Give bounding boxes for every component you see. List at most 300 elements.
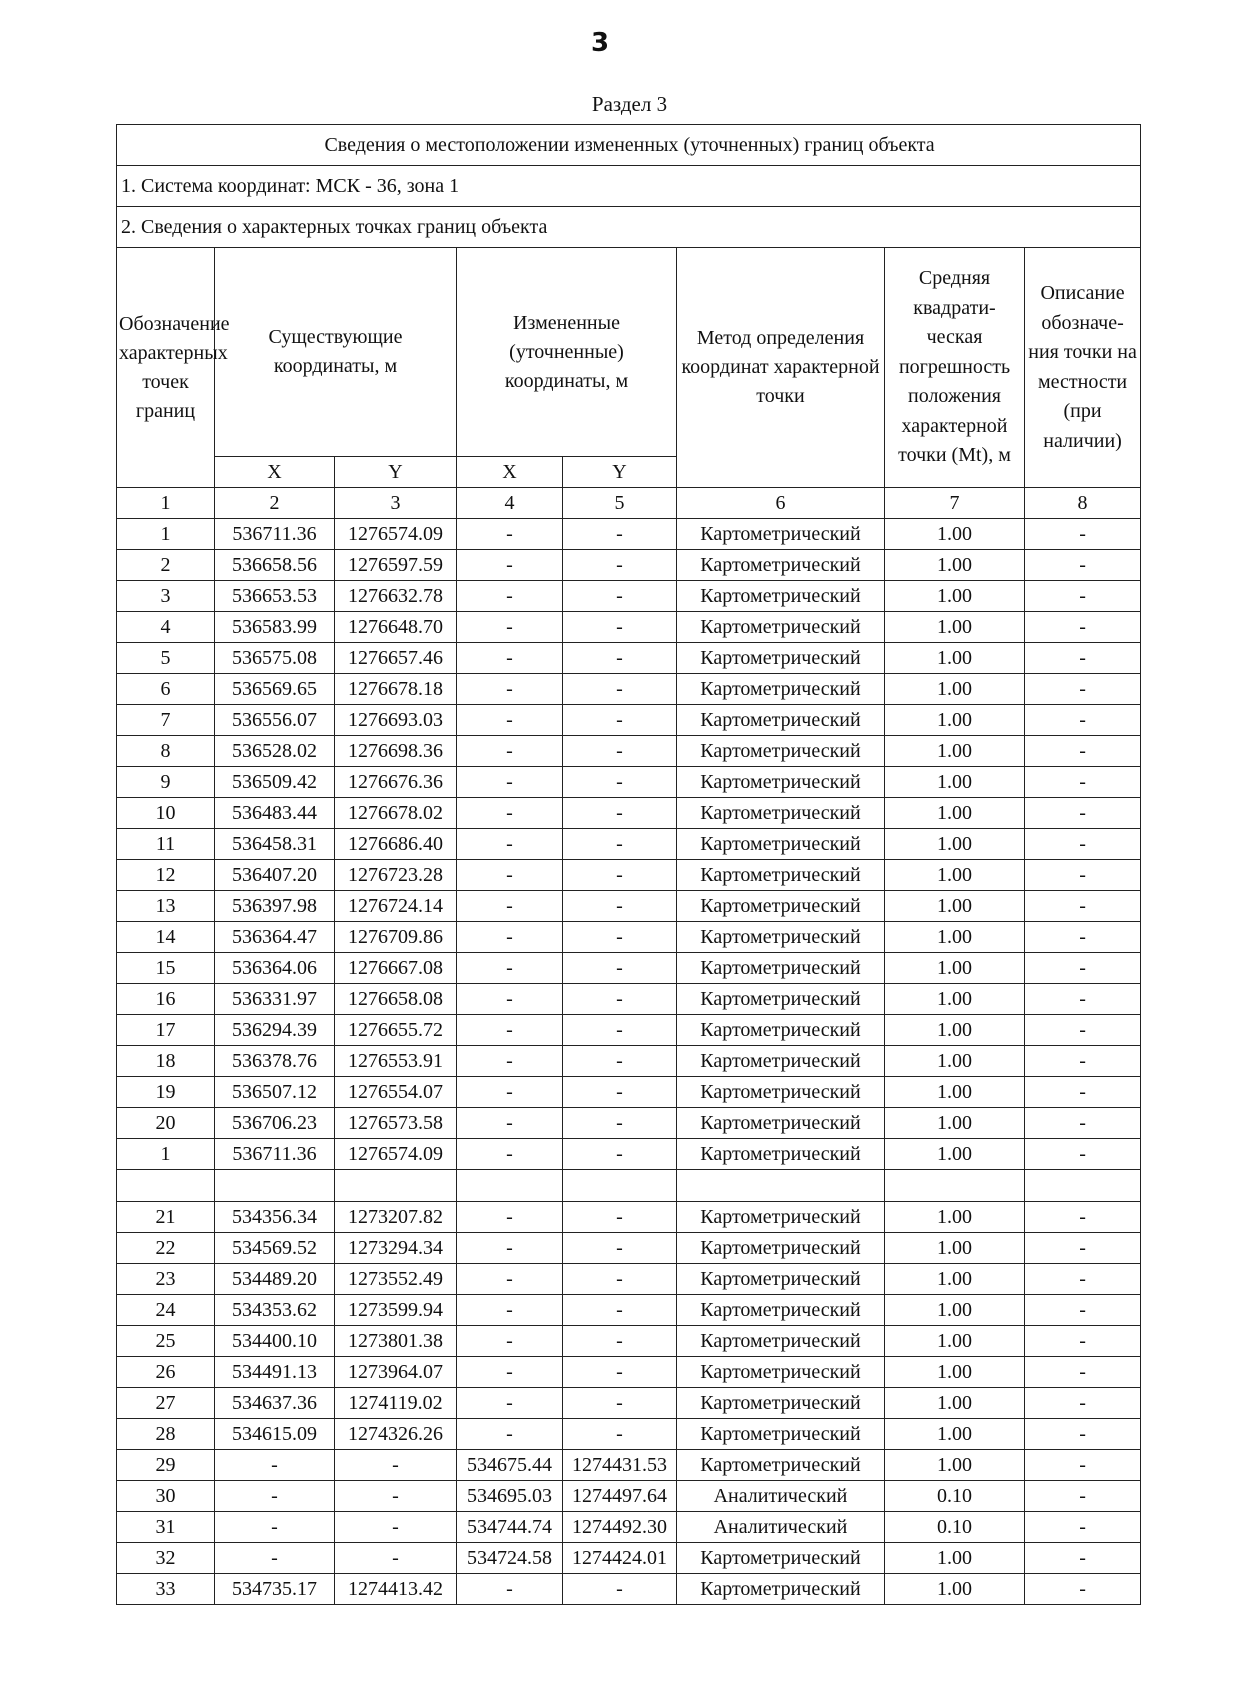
description-cell: - (1025, 860, 1141, 891)
existing-y-cell: 1274326.26 (335, 1419, 457, 1450)
existing-y-cell: 1276574.09 (335, 1139, 457, 1170)
method-cell: Картометрический (677, 1202, 885, 1233)
existing-x-cell: - (215, 1512, 335, 1543)
points-heading-row (117, 207, 1141, 248)
point-number-cell: 2 (117, 550, 215, 581)
changed-y-cell: - (563, 1046, 677, 1077)
column-number: 3 (335, 488, 457, 519)
table-row (117, 1077, 1141, 1108)
existing-y-cell: 1273599.94 (335, 1295, 457, 1326)
point-number-cell: 24 (117, 1295, 215, 1326)
empty-cell (677, 1170, 885, 1202)
existing-y-cell: 1273801.38 (335, 1326, 457, 1357)
existing-y-cell: 1276678.02 (335, 798, 457, 829)
existing-y-cell: 1273207.82 (335, 1202, 457, 1233)
existing-x-cell: 536509.42 (215, 767, 335, 798)
point-number-cell: 32 (117, 1543, 215, 1574)
header-changed-x: X (457, 457, 563, 488)
existing-y-cell: 1276597.59 (335, 550, 457, 581)
changed-x-cell: - (457, 1326, 563, 1357)
table-row (117, 922, 1141, 953)
existing-x-cell: - (215, 1450, 335, 1481)
point-number-cell: 21 (117, 1202, 215, 1233)
changed-y-cell: - (563, 829, 677, 860)
existing-x-cell: 534637.36 (215, 1388, 335, 1419)
existing-x-cell: 536653.53 (215, 581, 335, 612)
table-row (117, 674, 1141, 705)
method-cell: Картометрический (677, 1388, 885, 1419)
description-cell: - (1025, 1481, 1141, 1512)
description-cell: - (1025, 1388, 1141, 1419)
point-number-cell: 9 (117, 767, 215, 798)
point-number-cell: 33 (117, 1574, 215, 1605)
existing-x-cell: 534615.09 (215, 1419, 335, 1450)
changed-x-cell: - (457, 1077, 563, 1108)
existing-x-cell: 536483.44 (215, 798, 335, 829)
existing-y-cell: 1276686.40 (335, 829, 457, 860)
existing-y-cell: 1276632.78 (335, 581, 457, 612)
table-row (117, 767, 1141, 798)
description-cell: - (1025, 1202, 1141, 1233)
accuracy-cell: 1.00 (885, 767, 1025, 798)
changed-y-cell: 1274424.01 (563, 1543, 677, 1574)
empty-cell (563, 1170, 677, 1202)
description-cell: - (1025, 1264, 1141, 1295)
changed-x-cell: - (457, 612, 563, 643)
method-cell: Картометрический (677, 736, 885, 767)
changed-y-cell: - (563, 1419, 677, 1450)
method-cell: Картометрический (677, 1326, 885, 1357)
changed-x-cell: - (457, 953, 563, 984)
table-row (117, 519, 1141, 550)
method-cell: Аналитический (677, 1512, 885, 1543)
changed-y-cell: 1274431.53 (563, 1450, 677, 1481)
accuracy-cell: 1.00 (885, 1233, 1025, 1264)
changed-y-cell: - (563, 1574, 677, 1605)
point-number-cell: 15 (117, 953, 215, 984)
header-existing-y: Y (335, 457, 457, 488)
accuracy-cell: 1.00 (885, 1108, 1025, 1139)
existing-x-cell: 536706.23 (215, 1108, 335, 1139)
existing-x-cell: 536658.56 (215, 550, 335, 581)
changed-x-cell: - (457, 1139, 563, 1170)
existing-y-cell: - (335, 1512, 457, 1543)
column-numbers-row (117, 488, 1141, 519)
existing-x-cell: - (215, 1481, 335, 1512)
changed-x-cell: 534724.58 (457, 1543, 563, 1574)
description-cell: - (1025, 984, 1141, 1015)
point-number-cell: 11 (117, 829, 215, 860)
table-row (117, 1450, 1141, 1481)
table-row (117, 860, 1141, 891)
method-cell: Картометрический (677, 674, 885, 705)
description-cell: - (1025, 1233, 1141, 1264)
table-row (117, 1357, 1141, 1388)
method-cell: Картометрический (677, 1015, 885, 1046)
changed-y-cell: - (563, 519, 677, 550)
existing-y-cell: 1276676.36 (335, 767, 457, 798)
changed-y-cell: - (563, 1015, 677, 1046)
description-cell: - (1025, 798, 1141, 829)
existing-y-cell: 1276553.91 (335, 1046, 457, 1077)
existing-x-cell: 536507.12 (215, 1077, 335, 1108)
changed-y-cell: - (563, 1202, 677, 1233)
point-number-cell: 7 (117, 705, 215, 736)
existing-x-cell: 536575.08 (215, 643, 335, 674)
changed-x-cell: - (457, 1574, 563, 1605)
changed-y-cell: - (563, 1264, 677, 1295)
header-accuracy: Средняя квадрати-ческая погрешность положения характерной точки (Mt), м (885, 248, 1025, 488)
changed-y-cell: - (563, 1233, 677, 1264)
point-number-cell: 23 (117, 1264, 215, 1295)
changed-x-cell: - (457, 829, 563, 860)
method-cell: Картометрический (677, 798, 885, 829)
existing-y-cell: - (335, 1481, 457, 1512)
changed-y-cell: - (563, 891, 677, 922)
table-row (117, 643, 1141, 674)
table-row (117, 550, 1141, 581)
existing-y-cell: 1276724.14 (335, 891, 457, 922)
method-cell: Картометрический (677, 1450, 885, 1481)
changed-y-cell: - (563, 612, 677, 643)
column-number: 6 (677, 488, 885, 519)
table-row (117, 1202, 1141, 1233)
table-title: Сведения о местоположении измененных (уточненных) границ объекта (117, 125, 1141, 166)
accuracy-cell: 0.10 (885, 1481, 1025, 1512)
method-cell: Картометрический (677, 1419, 885, 1450)
existing-x-cell: 536583.99 (215, 612, 335, 643)
changed-x-cell: - (457, 860, 563, 891)
header-row (117, 248, 1141, 457)
accuracy-cell: 1.00 (885, 1543, 1025, 1574)
table-row (117, 1419, 1141, 1450)
point-number-cell: 10 (117, 798, 215, 829)
method-cell: Картометрический (677, 984, 885, 1015)
table-row (117, 705, 1141, 736)
description-cell: - (1025, 643, 1141, 674)
coordinate-system-row (117, 166, 1141, 207)
table-row (117, 1295, 1141, 1326)
point-number-cell: 18 (117, 1046, 215, 1077)
table-row (117, 736, 1141, 767)
method-cell: Картометрический (677, 891, 885, 922)
existing-y-cell: - (335, 1543, 457, 1574)
accuracy-cell: 1.00 (885, 922, 1025, 953)
description-cell: - (1025, 922, 1141, 953)
method-cell: Картометрический (677, 612, 885, 643)
existing-x-cell: 536458.31 (215, 829, 335, 860)
existing-x-cell: 534735.17 (215, 1574, 335, 1605)
existing-y-cell: 1276709.86 (335, 922, 457, 953)
coordinate-system: 1. Система координат: МСК - 36, зона 1 (117, 166, 1141, 207)
description-cell: - (1025, 891, 1141, 922)
point-number-cell: 30 (117, 1481, 215, 1512)
header-method: Метод определения координат характерной точки (677, 248, 885, 488)
method-cell: Картометрический (677, 922, 885, 953)
method-cell: Картометрический (677, 1108, 885, 1139)
table-row (117, 1264, 1141, 1295)
description-cell: - (1025, 1108, 1141, 1139)
changed-x-cell: - (457, 1046, 563, 1077)
changed-x-cell: - (457, 1357, 563, 1388)
description-cell: - (1025, 550, 1141, 581)
table-row (117, 1543, 1141, 1574)
existing-x-cell: 534489.20 (215, 1264, 335, 1295)
changed-y-cell: - (563, 736, 677, 767)
existing-x-cell: 536364.06 (215, 953, 335, 984)
existing-x-cell: - (215, 1543, 335, 1574)
point-number-cell: 20 (117, 1108, 215, 1139)
method-cell: Картометрический (677, 1139, 885, 1170)
changed-x-cell: - (457, 550, 563, 581)
description-cell: - (1025, 705, 1141, 736)
accuracy-cell: 1.00 (885, 984, 1025, 1015)
accuracy-cell: 1.00 (885, 1574, 1025, 1605)
accuracy-cell: 1.00 (885, 798, 1025, 829)
accuracy-cell: 1.00 (885, 674, 1025, 705)
changed-x-cell: - (457, 922, 563, 953)
existing-y-cell: 1276693.03 (335, 705, 457, 736)
header-existing-x: X (215, 457, 335, 488)
header-description: Описание обозначе-ния точки на местности (при наличии) (1025, 248, 1141, 488)
accuracy-cell: 1.00 (885, 1357, 1025, 1388)
accuracy-cell: 1.00 (885, 550, 1025, 581)
point-number-cell: 26 (117, 1357, 215, 1388)
method-cell: Картометрический (677, 1046, 885, 1077)
accuracy-cell: 1.00 (885, 581, 1025, 612)
changed-x-cell: - (457, 1015, 563, 1046)
description-cell: - (1025, 736, 1141, 767)
accuracy-cell: 1.00 (885, 1326, 1025, 1357)
empty-cell (335, 1170, 457, 1202)
point-number-cell: 8 (117, 736, 215, 767)
description-cell: - (1025, 1512, 1141, 1543)
changed-y-cell: - (563, 767, 677, 798)
table-row (117, 1015, 1141, 1046)
column-number: 1 (117, 488, 215, 519)
boundary-points-table (116, 124, 1141, 1605)
description-cell: - (1025, 829, 1141, 860)
changed-y-cell: - (563, 798, 677, 829)
empty-cell (117, 1170, 215, 1202)
changed-y-cell: - (563, 1326, 677, 1357)
table-row (117, 1108, 1141, 1139)
table-row (117, 1139, 1141, 1170)
method-cell: Картометрический (677, 643, 885, 674)
empty-cell (885, 1170, 1025, 1202)
description-cell: - (1025, 1543, 1141, 1574)
changed-x-cell: - (457, 891, 563, 922)
existing-y-cell: 1276574.09 (335, 519, 457, 550)
changed-y-cell: - (563, 705, 677, 736)
description-cell: - (1025, 612, 1141, 643)
existing-y-cell: 1276723.28 (335, 860, 457, 891)
changed-x-cell: - (457, 1233, 563, 1264)
existing-y-cell: 1276698.36 (335, 736, 457, 767)
method-cell: Картометрический (677, 1295, 885, 1326)
point-number-cell: 1 (117, 519, 215, 550)
accuracy-cell: 1.00 (885, 860, 1025, 891)
empty-cell (1025, 1170, 1141, 1202)
method-cell: Картометрический (677, 767, 885, 798)
existing-x-cell: 534356.34 (215, 1202, 335, 1233)
changed-x-cell: - (457, 581, 563, 612)
accuracy-cell: 1.00 (885, 1450, 1025, 1481)
changed-y-cell: - (563, 674, 677, 705)
table-row (117, 1326, 1141, 1357)
existing-x-cell: 534491.13 (215, 1357, 335, 1388)
description-cell: - (1025, 1139, 1141, 1170)
accuracy-cell: 1.00 (885, 1388, 1025, 1419)
changed-x-cell: - (457, 1264, 563, 1295)
method-cell: Картометрический (677, 705, 885, 736)
changed-y-cell: - (563, 984, 677, 1015)
changed-y-cell: - (563, 953, 677, 984)
column-number: 8 (1025, 488, 1141, 519)
method-cell: Картометрический (677, 1264, 885, 1295)
header-changed-y: Y (563, 457, 677, 488)
changed-x-cell: - (457, 1388, 563, 1419)
changed-x-cell: - (457, 705, 563, 736)
method-cell: Картометрический (677, 1077, 885, 1108)
accuracy-cell: 1.00 (885, 1077, 1025, 1108)
existing-x-cell: 534569.52 (215, 1233, 335, 1264)
existing-x-cell: 536364.47 (215, 922, 335, 953)
accuracy-cell: 1.00 (885, 705, 1025, 736)
accuracy-cell: 1.00 (885, 1139, 1025, 1170)
changed-x-cell: - (457, 643, 563, 674)
accuracy-cell: 1.00 (885, 829, 1025, 860)
empty-cell (215, 1170, 335, 1202)
existing-y-cell: 1276657.46 (335, 643, 457, 674)
existing-x-cell: 536556.07 (215, 705, 335, 736)
changed-x-cell: - (457, 1202, 563, 1233)
changed-y-cell: - (563, 1295, 677, 1326)
changed-x-cell: - (457, 984, 563, 1015)
point-number-cell: 17 (117, 1015, 215, 1046)
point-number-cell: 5 (117, 643, 215, 674)
changed-x-cell: - (457, 736, 563, 767)
existing-x-cell: 536397.98 (215, 891, 335, 922)
existing-y-cell: 1274413.42 (335, 1574, 457, 1605)
point-number-cell: 25 (117, 1326, 215, 1357)
description-cell: - (1025, 1419, 1141, 1450)
existing-y-cell: 1273294.34 (335, 1233, 457, 1264)
existing-y-cell: 1273552.49 (335, 1264, 457, 1295)
changed-y-cell: - (563, 922, 677, 953)
points-heading: 2. Сведения о характерных точках границ объекта (117, 207, 1141, 248)
description-cell: - (1025, 1450, 1141, 1481)
existing-x-cell: 536294.39 (215, 1015, 335, 1046)
point-number-cell: 29 (117, 1450, 215, 1481)
table-row (117, 612, 1141, 643)
method-cell: Картометрический (677, 550, 885, 581)
column-number: 2 (215, 488, 335, 519)
point-number-cell: 16 (117, 984, 215, 1015)
existing-x-cell: 534353.62 (215, 1295, 335, 1326)
changed-x-cell: - (457, 1419, 563, 1450)
table-row (117, 581, 1141, 612)
accuracy-cell: 1.00 (885, 1046, 1025, 1077)
accuracy-cell: 1.00 (885, 519, 1025, 550)
accuracy-cell: 1.00 (885, 1264, 1025, 1295)
changed-y-cell: 1274492.30 (563, 1512, 677, 1543)
accuracy-cell: 1.00 (885, 736, 1025, 767)
column-number: 7 (885, 488, 1025, 519)
accuracy-cell: 1.00 (885, 891, 1025, 922)
method-cell: Картометрический (677, 581, 885, 612)
table-row (117, 953, 1141, 984)
description-cell: - (1025, 1046, 1141, 1077)
table-row (117, 1046, 1141, 1077)
changed-y-cell: 1274497.64 (563, 1481, 677, 1512)
accuracy-cell: 1.00 (885, 1419, 1025, 1450)
table-row (117, 1388, 1141, 1419)
method-cell: Картометрический (677, 1543, 885, 1574)
changed-y-cell: - (563, 1388, 677, 1419)
existing-x-cell: 536528.02 (215, 736, 335, 767)
column-number: 4 (457, 488, 563, 519)
existing-y-cell: 1276667.08 (335, 953, 457, 984)
table-row (117, 829, 1141, 860)
point-number-cell: 19 (117, 1077, 215, 1108)
method-cell: Картометрический (677, 1357, 885, 1388)
description-cell: - (1025, 1295, 1141, 1326)
description-cell: - (1025, 519, 1141, 550)
point-number-cell: 6 (117, 674, 215, 705)
description-cell: - (1025, 953, 1141, 984)
existing-y-cell: 1274119.02 (335, 1388, 457, 1419)
method-cell: Картометрический (677, 519, 885, 550)
changed-y-cell: - (563, 1077, 677, 1108)
existing-y-cell: 1276655.72 (335, 1015, 457, 1046)
point-number-cell: 12 (117, 860, 215, 891)
table-row (117, 1512, 1141, 1543)
method-cell: Картометрический (677, 1233, 885, 1264)
description-cell: - (1025, 1574, 1141, 1605)
existing-x-cell: 536407.20 (215, 860, 335, 891)
point-number-cell: 27 (117, 1388, 215, 1419)
method-cell: Картометрический (677, 829, 885, 860)
method-cell: Картометрический (677, 860, 885, 891)
changed-x-cell: 534744.74 (457, 1512, 563, 1543)
changed-y-cell: - (563, 1357, 677, 1388)
header-existing-coords: Существующие координаты, м (215, 248, 457, 457)
accuracy-cell: 1.00 (885, 1015, 1025, 1046)
accuracy-cell: 1.00 (885, 612, 1025, 643)
header-changed-coords: Измененные (уточненные) координаты, м (457, 248, 677, 457)
accuracy-cell: 0.10 (885, 1512, 1025, 1543)
description-cell: - (1025, 767, 1141, 798)
column-number: 5 (563, 488, 677, 519)
point-number-cell: 4 (117, 612, 215, 643)
table-row (117, 891, 1141, 922)
method-cell: Аналитический (677, 1481, 885, 1512)
table-title-row (117, 125, 1141, 166)
page-number: 3 (590, 28, 610, 58)
method-cell: Картометрический (677, 1574, 885, 1605)
existing-x-cell: 536569.65 (215, 674, 335, 705)
changed-x-cell: 534675.44 (457, 1450, 563, 1481)
description-cell: - (1025, 1015, 1141, 1046)
existing-x-cell: 536711.36 (215, 1139, 335, 1170)
changed-x-cell: - (457, 1295, 563, 1326)
description-cell: - (1025, 1357, 1141, 1388)
existing-y-cell: 1276554.07 (335, 1077, 457, 1108)
table-row (117, 984, 1141, 1015)
existing-x-cell: 536378.76 (215, 1046, 335, 1077)
accuracy-cell: 1.00 (885, 1295, 1025, 1326)
